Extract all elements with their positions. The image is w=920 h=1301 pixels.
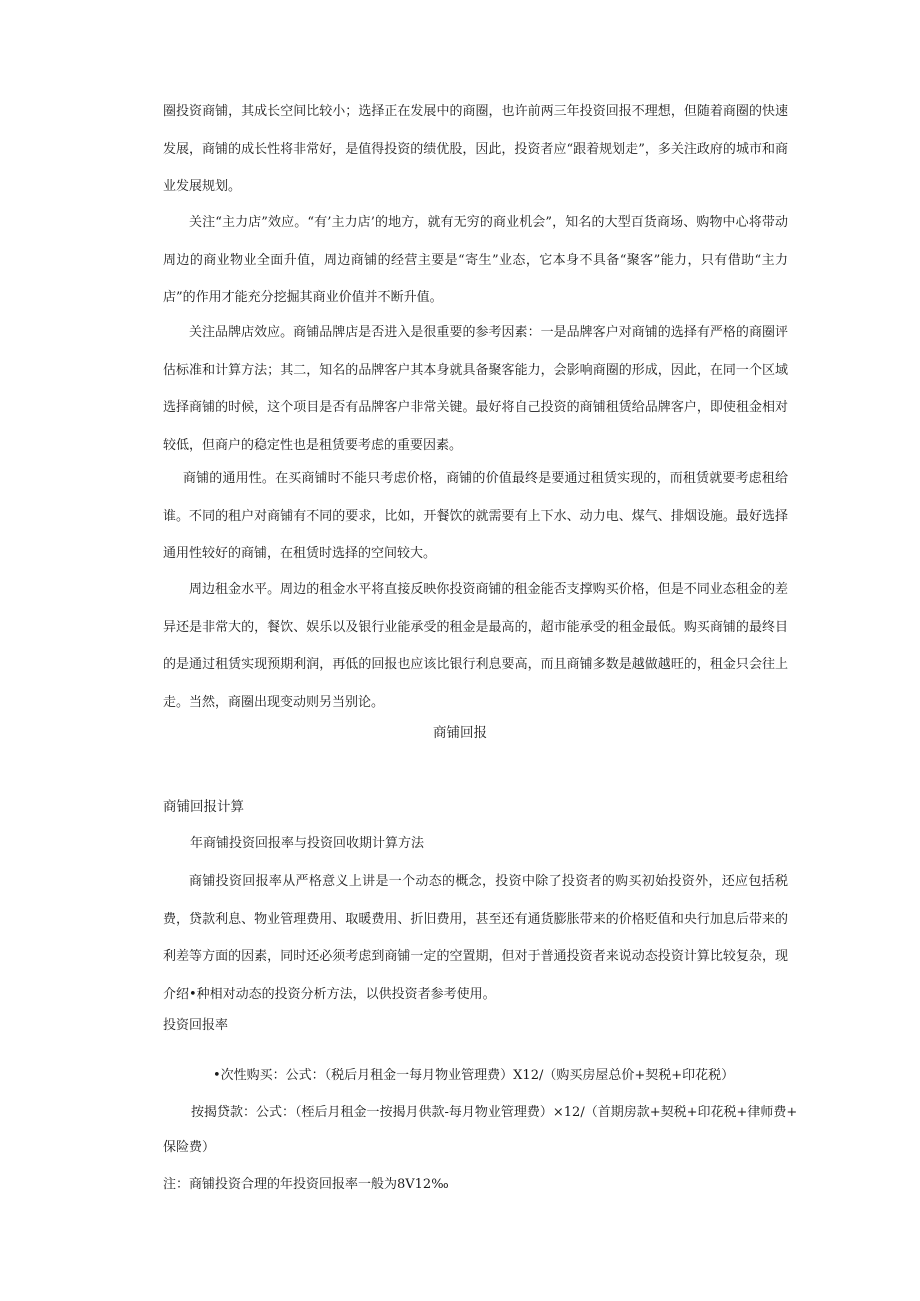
paragraph-commercial-area-growth: 圈投资商铺，其成长空间比较小；选择正在发展中的商圈，也许前两三年投资回报不理想，但随着商圈的快速发展，商铺的成长性将非常好，是值得投资的绩优股，因此，投资者应“跟着规划走”，多关注政府的城市和商业发展规划。 [163,104,788,194]
paragraph-shop-versatility: 商铺的通用性。在买商铺时不能只考虑价格，商铺的价值最终是要通过租赁实现的，而租赁就要考虑租给谁。不同的租户对商铺有不同的要求，比如，开餐饮的就需要有上下水、动力电、煤气、排烟设施。最好选择通用性较好的商铺，在租赁时选择的空间较大。 [163,471,788,561]
formula-mortgage-line-1: 按揭贷款：公式：（桎后月租金一按揭月供款-每月物业管理费）×12/（首期房款+契税+印花税+律师费+ [191,1105,798,1120]
paragraph-brand-store-effect: 关注品牌店效应。商铺品牌店是否进入是很重要的参考因素：一是品牌客户对商铺的选择有严格的商圈评估标准和计算方法；其二，知名的品牌客户其本身就具备聚客能力，会影响商圈的形成，因此，在同一个区域选择商铺的时候，这个项目是否有品牌客户非常关键。最好将自己投资的商铺租赁给品牌客户，即使租金相对较低，但商户的稳定性也是租赁要考虑的重要因素。 [163,325,788,453]
section-title-shop-returns: 商铺回报 [433,725,487,741]
formula-one-time-purchase: •次性购买：公式：（税后月租金一每月物业管理费）X12/（购买房屋总价+契税+印花税） [213,1068,735,1083]
paragraph-surrounding-rent-level: 周边租金水平。周边的租金水平将直接反映你投资商铺的租金能否支撑购买价格，但是不同业态租金的差异还是非常大的，餐饮、娱乐以及银行业能承受的租金是最高的，超市能承受的租金最低。购买商铺的最终目的是通过租赁实现预期利润，再低的回报也应该比银行利息要高，而且商铺多数是越做越旺的，租金只会往上走。当然，商圈出现变动则另当别论。 [163,582,788,710]
method-title: 年商铺投资回报率与投资回收期计算方法 [190,836,425,851]
note-reasonable-return-rate: 注：商铺投资合理的年投资回报率一般为8V12‰ [163,1177,449,1192]
paragraph-anchor-store-effect: 关注“主力店”效应。“有’主力店’的地方，就有无穷的商业机会”，知名的大型百货商场、购物中心将带动周边的商业物业全面升值，周边商铺的经营主要是“寄生”业态，它本身不具备“聚客”能力，只有借助“主力店”的作用才能充分挖掘其商业价值并不断升值。 [163,215,788,305]
subsection-title-return-calculation: 商铺回报计算 [163,799,244,815]
formula-mortgage-line-2: 保险费） [163,1140,216,1155]
label-investment-return-rate: 投资回报率 [163,1018,229,1033]
paragraph-dynamic-return-concept: 商铺投资回报率从严格意义上讲是一个动态的概念，投资中除了投资者的购买初始投资外，还应包括税费，贷款利息、物业管理费用、取暖费用、折旧费用，甚至还有通货膨胀带来的价格贬值和央行加息后带来的利差等方面的因素，同时还必须考虑到商铺一定的空置期，但对于普通投资者来说动态投资计算比较复杂，现介绍•种相对动态的投资分析方法，以供投资者参考使用。 [163,874,788,1002]
